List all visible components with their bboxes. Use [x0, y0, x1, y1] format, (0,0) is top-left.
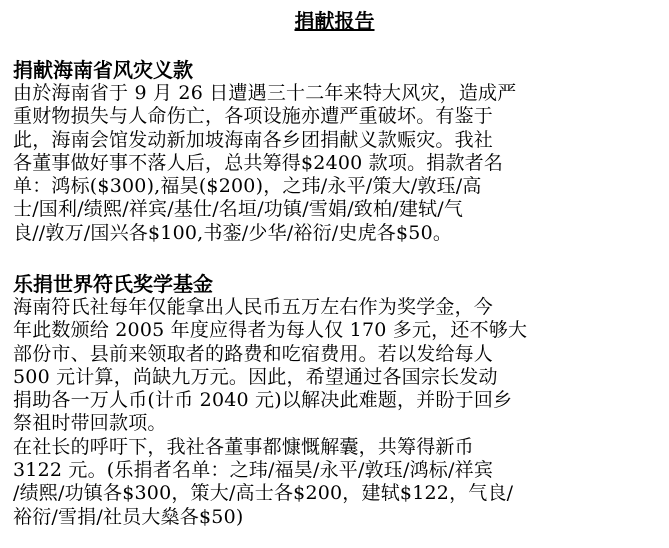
section-heading: 捐献海南省风灾义款 — [13, 58, 193, 82]
paragraph-line: 士/国利/绩熙/祥宾/基仕/名垣/功镇/雪娟/致柏/建轼/气 — [13, 198, 464, 221]
paragraph-line: 海南符氏社每年仅能拿出人民币五万左右作为奖学金，今 — [13, 296, 494, 318]
paragraph-line: 祭祖时带回款项。 — [13, 412, 167, 435]
paragraph-line: 部份市、县前来领取者的路费和吃宿费用。若以发给每人 — [13, 342, 494, 365]
paragraph-line: 捐助各一万人币(计币 2040 元)以解决此难题，并盼于回乡 — [13, 389, 513, 412]
paragraph-line: 由於海南省于 9 月 26 日遭遇三十二年来特大风灾，造成严 — [13, 82, 517, 104]
paragraph-line: 单：鸿标($300),福昊($200)，之玮/永平/策大/敦珏/高 — [13, 175, 482, 198]
paragraph-line: 重财物损失与人命伤亡，各项设施亦遭严重破坏。有鉴于 — [13, 105, 494, 128]
paragraph-line: 各董事做好事不落人后，总共筹得$2400 款项。捐款者名 — [13, 151, 504, 174]
paragraph-line: 3122 元。(乐捐者名单：之玮/福昊/永平/敦珏/鸿标/祥宾 — [13, 459, 494, 482]
paragraph-line: 500 元计算，尚缺九万元。因此，希望通过各国宗长发动 — [13, 365, 498, 388]
paragraph-line: 在社长的呼吁下，我社各董事都慷慨解囊，共筹得新币 — [13, 435, 474, 458]
section-heading: 乐捐世界符氏奖学基金 — [13, 272, 213, 296]
paragraph-line: 裕衍/雪捐/社员大燊各$50) — [13, 505, 244, 528]
paragraph-line: /绩熙/功镇各$300，策大/高士各$200，建轼$122，气良/ — [13, 482, 514, 505]
section-scholarship-fund-donation — [13, 272, 663, 529]
paragraph-line: 良//敦万/国兴各$100,书銮/少华/裕衍/史虎各$50。 — [13, 221, 453, 244]
report-title: 捐献报告 — [294, 9, 375, 33]
paragraph-line: 此，海南会馆发动新加坡海南各乡团捐献义款赈灾。我社 — [13, 128, 494, 151]
section-hainan-disaster-donation — [13, 58, 663, 245]
paragraph-line: 年此数颁给 2005 年度应得者为每人仅 170 多元，还不够大 — [13, 319, 528, 342]
